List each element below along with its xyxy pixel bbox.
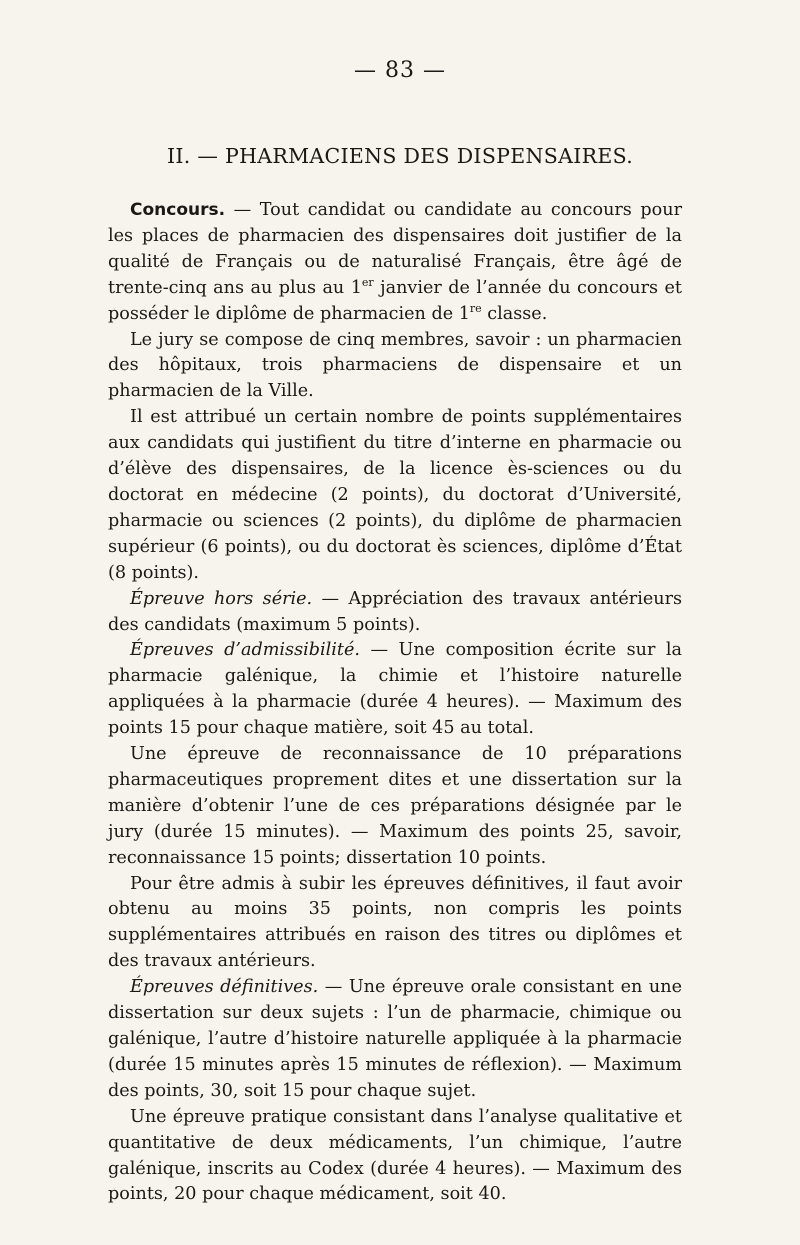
paragraph-epreuve-hors-serie	[108, 587, 682, 639]
paragraph-lead-hors-serie: Épreuve hors série.	[130, 588, 313, 609]
section-title: II. — PHARMACIENS DES DISPENSAIRES.	[166, 144, 634, 168]
paragraph-text: — Tout candidat ou candidate au concours pour les places de pharmacien des dispensaires doit justifier de la qualité de Français ou de naturalisé Français, être âgé de trente-cinq ans au plus au 1	[108, 200, 682, 298]
paragraph-text: classe.	[481, 303, 548, 324]
paragraph-text: janvier de l’année du concours et posséder le diplôme de pharmacien de 1	[108, 277, 682, 324]
paragraph-text: — Une épreuve orale consistant en une dissertation sur deux sujets : l’un de pharmacie, chimique ou galénique, l’autre d’histoire naturelle appliquée à la pharmacie (durée 15 minutes après 15 minutes de réflexion). — Maximum des points, 30, soit 15 pour chaque sujet.	[108, 977, 682, 1101]
paragraph-lead-concours: Concours.	[130, 200, 226, 220]
superscript: er	[361, 275, 374, 289]
superscript: re	[469, 301, 482, 315]
paragraph-text: — Une composition écrite sur la pharmacie galénique, la chimie et l’histoire naturelle appliquées à la pharmacie (durée 4 heures). — Maximum des points 15 pour chaque matière, soit 45 au total.	[108, 640, 682, 739]
paragraph-concours	[108, 198, 682, 328]
paragraph-epreuves-definitives	[108, 975, 682, 1105]
body-text	[108, 198, 682, 1208]
paragraph-jury: Le jury se compose de cinq membres, savoir : un pharmacien des hôpitaux, trois pharmaciens de dispensaire et un pharmacien de la Ville.	[108, 329, 682, 402]
paragraph-lead-definitives: Épreuves définitives.	[130, 977, 319, 998]
paragraph-admissibilite	[108, 638, 682, 742]
page-number: — 83 —	[354, 58, 446, 83]
paragraph-points-supplementaires: Il est attribué un certain nombre de points supplémentaires aux candidats qui justifient du titre d’interne en pharmacie ou d’élève des dispensaires, de la licence ès-sciences ou du doctorat en médecine (2 points), du doctorat d’Université, pharmacie ou sciences (2 points), du diplôme de pharmacien supérieur (6 points), ou du doctorat ès sciences, diplôme d’État (8 points).	[108, 407, 682, 583]
paragraph-epreuve-pratique: Une épreuve pratique consistant dans l’analyse qualitative et quantitative de deux médicaments, l’un chimique, l’autre galénique, inscrits au Codex (durée 4 heures). — Maximum des points, 20 pour chaque médicament, soit 40.	[108, 1106, 682, 1205]
paragraph-reconnaissance: Une épreuve de reconnaissance de 10 préparations pharmaceutiques proprement dites et une dissertation sur la manière d’obtenir l’une de ces préparations désignée par le jury (durée 15 minutes). — Maximum des points 25, savoir, reconnaissance 15 points; dissertation 10 points.	[108, 744, 682, 868]
paragraph-admission: Pour être admis à subir les épreuves définitives, il faut avoir obtenu au moins 35 points, non compris les points supplémentaires attribués en raison des titres ou diplômes et des travaux antérieurs.	[108, 873, 682, 972]
paragraph-text: — Appréciation des travaux antérieurs des candidats (maximum 5 points).	[108, 588, 683, 635]
paragraph-lead-admissibilite: Épreuves d’admissibilité.	[130, 640, 360, 661]
